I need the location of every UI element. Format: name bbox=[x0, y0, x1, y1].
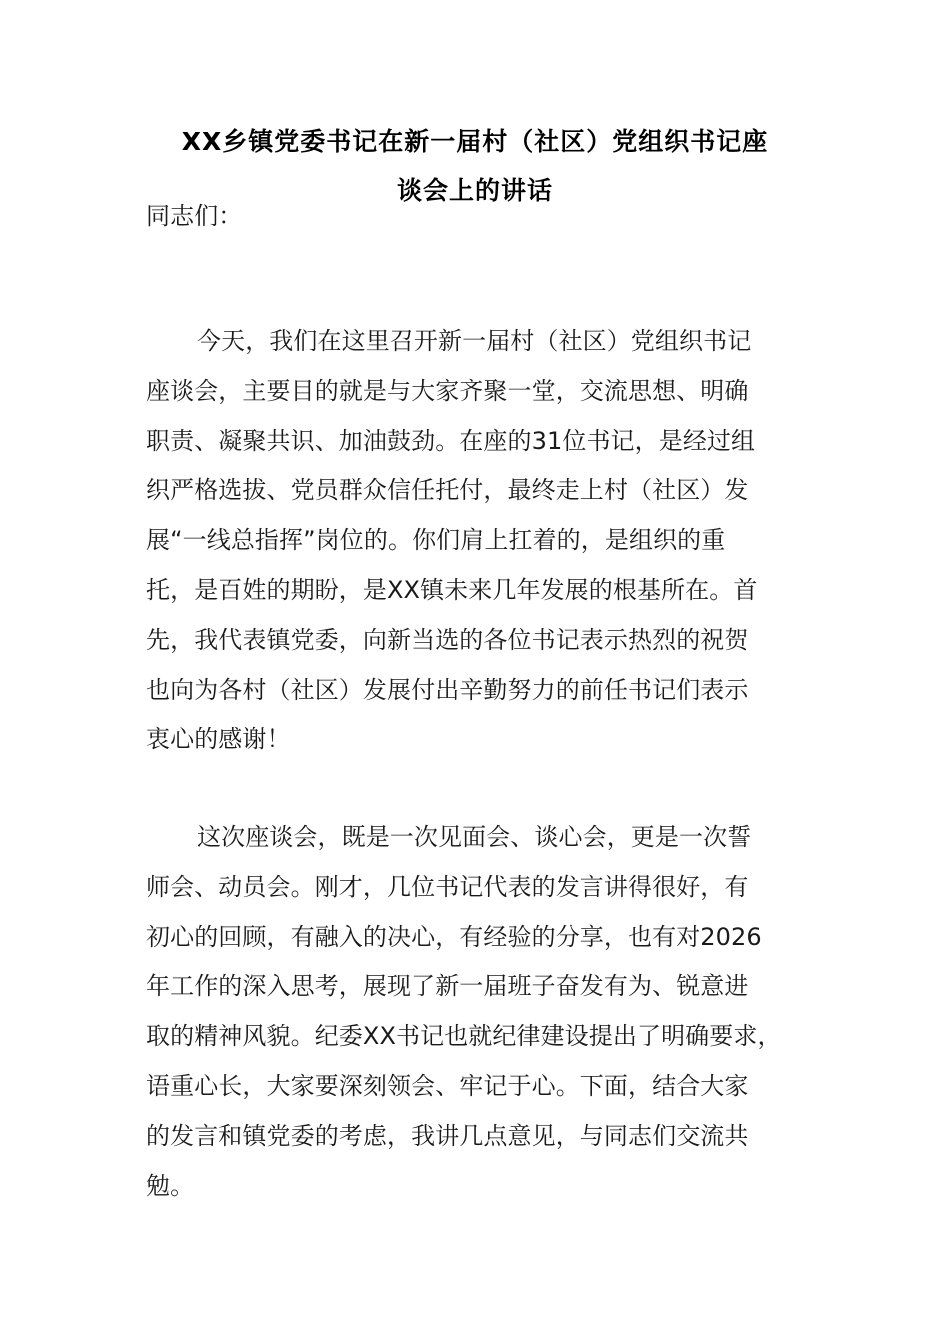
paragraph-line: 师会、动员会。刚才，几位书记代表的发言讲得很好，有 bbox=[146, 872, 749, 901]
paragraph-line: 的发言和镇党委的考虑，我讲几点意见，与同志们交流共 bbox=[146, 1121, 749, 1150]
salutation: 同志们： bbox=[146, 202, 243, 230]
paragraph-line: 衷心的感谢！ bbox=[146, 725, 291, 754]
paragraph-line: 取的精神风貌。纪委XX书记也就纪律建设提出了明确要求， bbox=[146, 1022, 782, 1051]
paragraph-line: 先，我代表镇党委，向新当选的各位书记表示热烈的祝贺 bbox=[146, 625, 749, 654]
paragraph-line: 这次座谈会，既是一次见面会、谈心会，更是一次誓 bbox=[197, 823, 752, 851]
paragraph-line: 年工作的深入思考，展现了新一届班子奋发有为、锐意进 bbox=[146, 972, 749, 1001]
paragraph-2 bbox=[146, 813, 816, 1211]
paragraph-line: 职责、凝聚共识、加油鼓劲。在座的31位书记，是经过组 bbox=[146, 426, 756, 455]
paragraph-1 bbox=[146, 317, 816, 765]
paragraph-line: 语重心长，大家要深刻领会、牢记于心。下面，结合大家 bbox=[146, 1071, 749, 1100]
paragraph-line: 展“一线总指挥”岗位的。你们肩上扛着的，是组织的重 bbox=[146, 526, 726, 555]
document-title-line-1: XX乡镇党委书记在新一届村（社区）党组织书记座 bbox=[181, 127, 769, 156]
document-title-line-2: 谈会上的讲话 bbox=[396, 176, 553, 205]
paragraph-line: 座谈会，主要目的就是与大家齐聚一堂，交流思想、明确 bbox=[146, 376, 749, 405]
paragraph-line: 托，是百姓的期盼，是XX镇未来几年发展的根基所在。首 bbox=[146, 575, 758, 604]
paragraph-line: 初心的回顾，有融入的决心，有经验的分享，也有对2026 bbox=[146, 922, 762, 951]
paragraph-line: 也向为各村（社区）发展付出辛勤努力的前任书记们表示 bbox=[146, 675, 749, 704]
paragraph-line: 织严格选拔、党员群众信任托付，最终走上村（社区）发 bbox=[146, 476, 749, 505]
paragraph-line: 今天，我们在这里召开新一届村（社区）党组织书记 bbox=[197, 327, 752, 355]
paragraph-line: 勉。 bbox=[146, 1171, 195, 1200]
